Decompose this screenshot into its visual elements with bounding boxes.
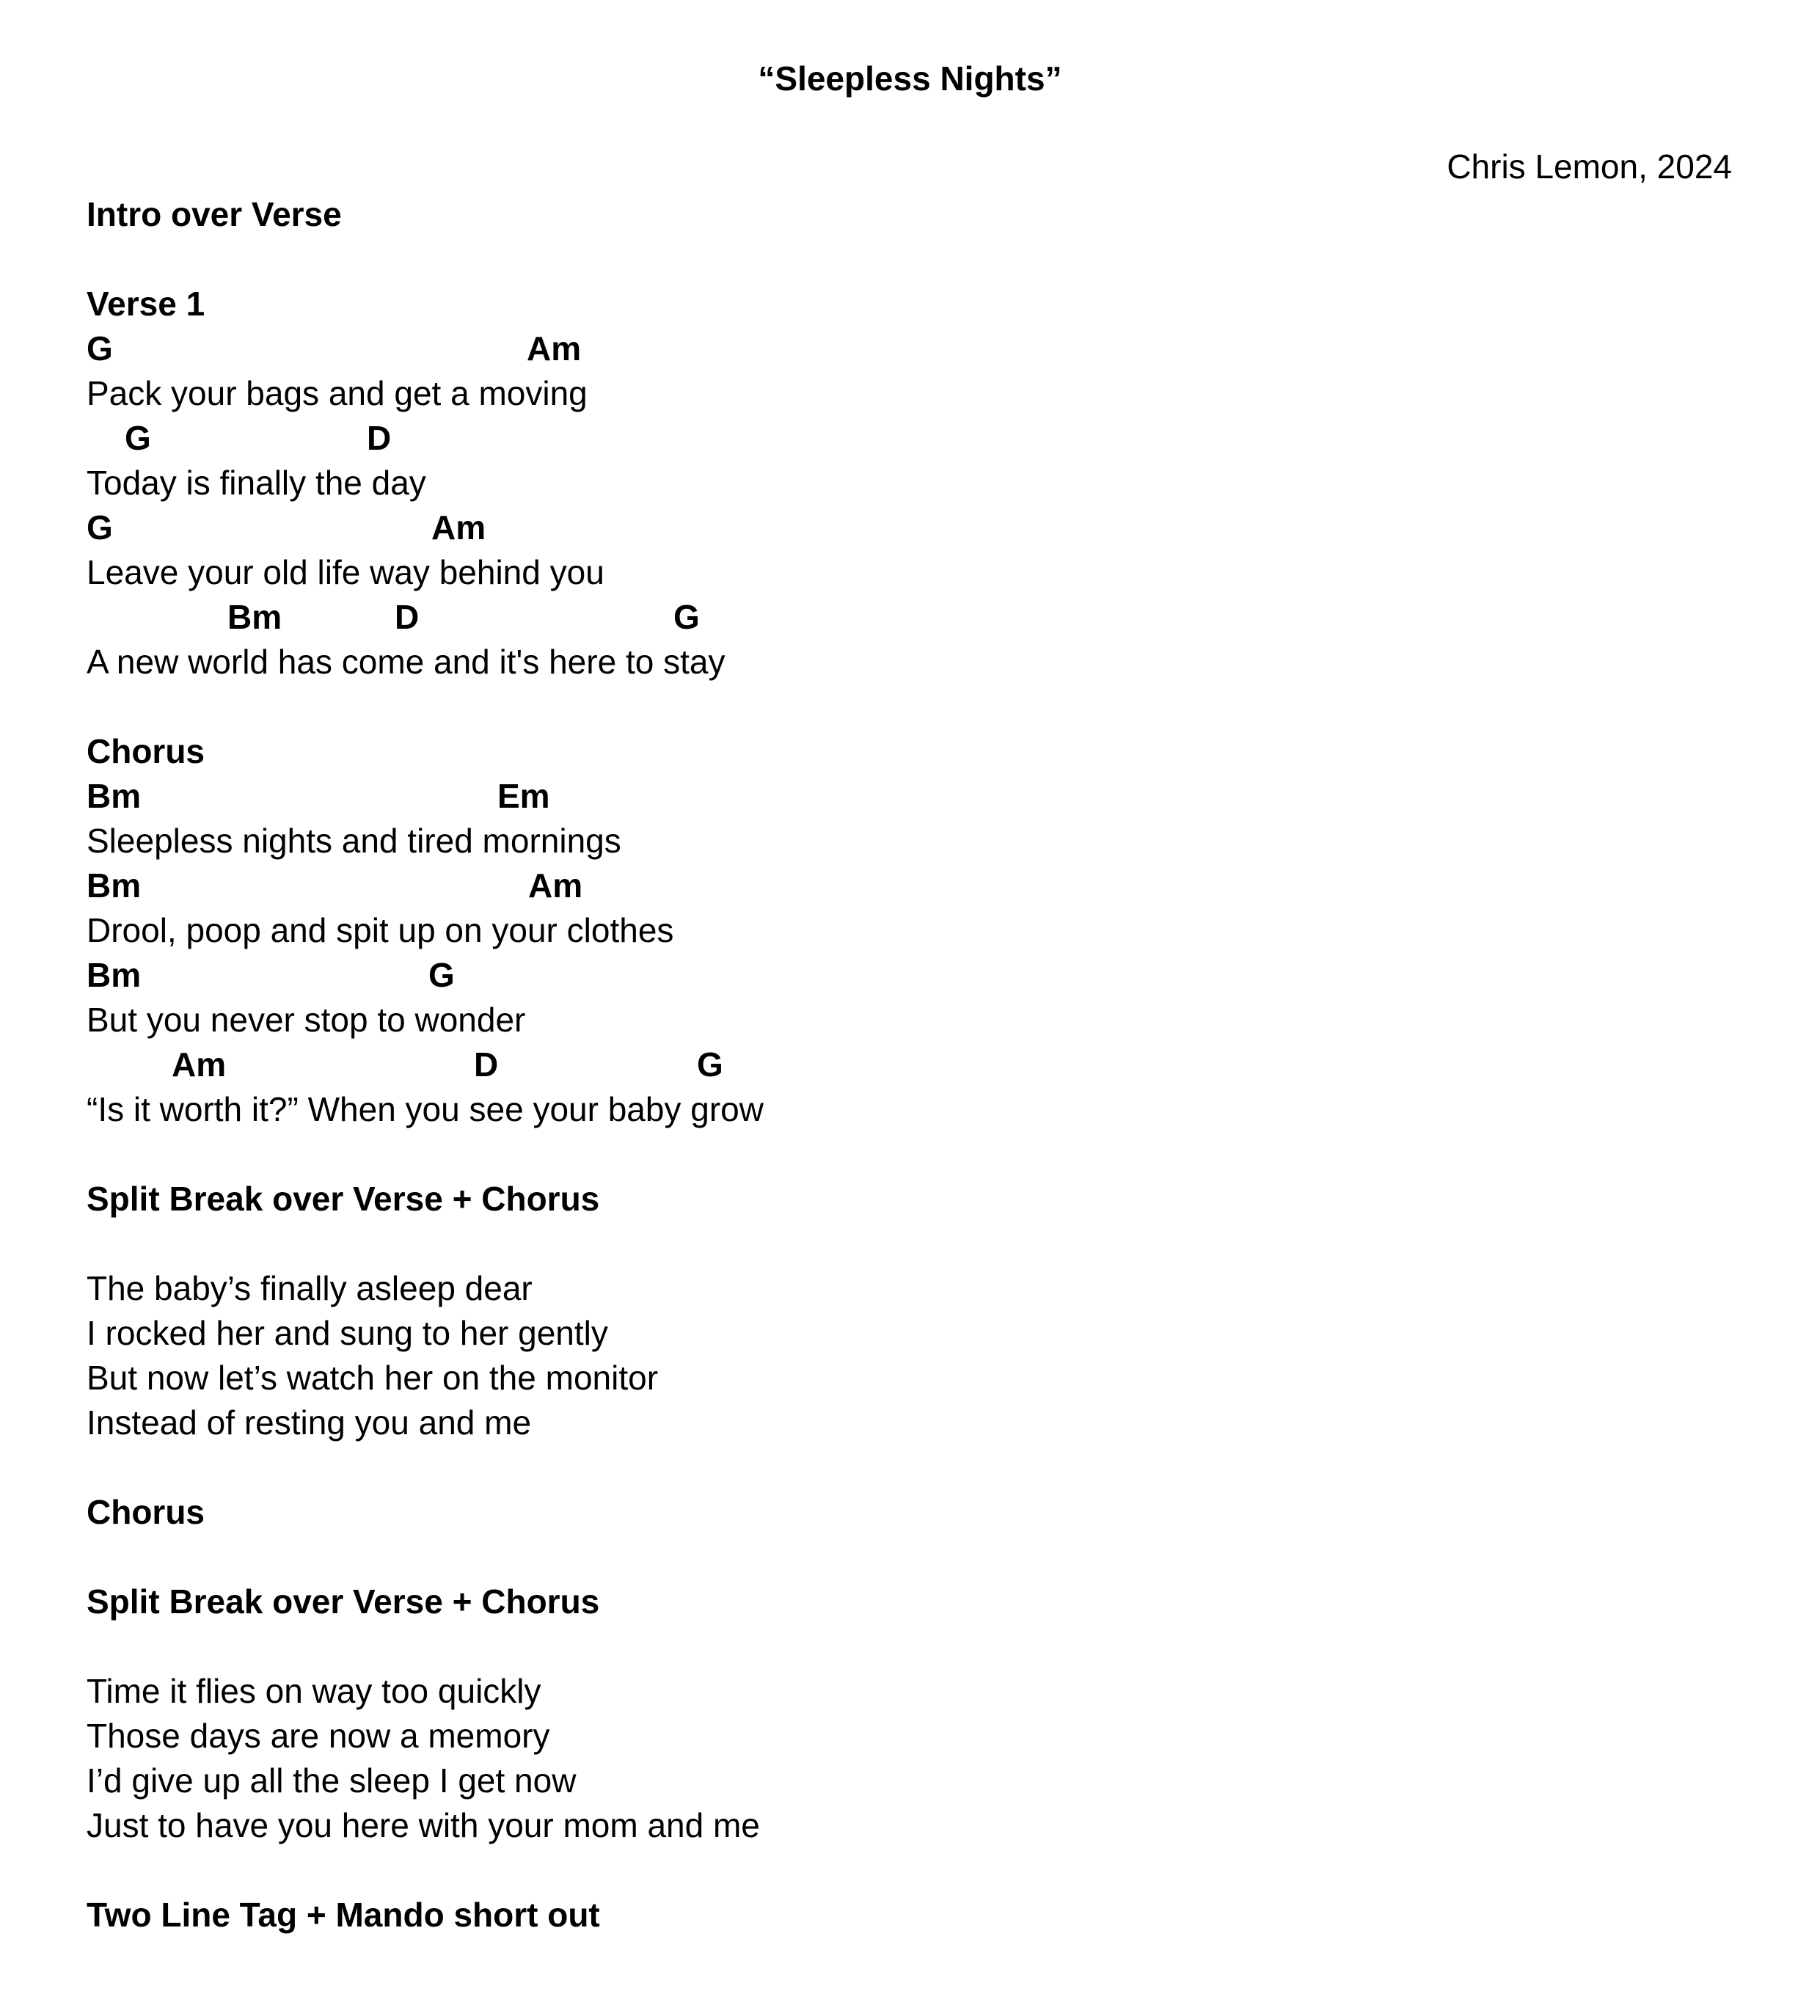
lyric-line: But you never stop to wonder <box>87 1001 526 1039</box>
section-header: Split Break over Verse + Chorus <box>87 1180 600 1218</box>
chord: G <box>697 1045 723 1084</box>
chord-line <box>87 595 1774 640</box>
chord-line <box>87 416 1774 461</box>
lyric-line: Sleepless nights and tired mornings <box>87 822 621 860</box>
section-header: Intro over Verse <box>87 195 342 233</box>
blank-line <box>87 1848 1774 1893</box>
blank-line <box>87 1221 1774 1266</box>
chord-line <box>87 863 1774 908</box>
lyric-line: Just to have you here with your mom and me <box>87 1806 760 1844</box>
chord: Am <box>527 329 582 368</box>
lyric-line: I rocked her and sung to her gently <box>87 1314 608 1352</box>
blank-line <box>87 1445 1774 1490</box>
chord-line <box>87 505 1774 550</box>
chord: Bm <box>87 777 142 815</box>
chord: Bm <box>227 598 282 636</box>
chord: Am <box>431 508 486 547</box>
chord-line <box>87 953 1774 998</box>
section-header: Two Line Tag + Mando short out <box>87 1896 600 1934</box>
lyric-line: Leave your old life way behind you <box>87 553 604 591</box>
lyric-line: But now let’s watch her on the monitor <box>87 1359 659 1397</box>
blank-line <box>87 237 1774 282</box>
lyric-line: Drool, poop and spit up on your clothes <box>87 911 674 949</box>
lyric-line: Pack your bags and get a moving <box>87 374 588 412</box>
section-header: Chorus <box>87 732 205 770</box>
lyric-line: Those days are now a memory <box>87 1717 550 1755</box>
section-header: Split Break over Verse + Chorus <box>87 1582 600 1621</box>
lyric-line: “Is it worth it?” When you see your baby grow <box>87 1090 764 1128</box>
chord-line <box>87 1042 1774 1087</box>
blank-line <box>87 684 1774 729</box>
chord-line <box>87 326 1774 371</box>
blank-line <box>87 1624 1774 1669</box>
section-header: Chorus <box>87 1493 205 1531</box>
chord: Bm <box>87 956 142 994</box>
song-title: “Sleepless Nights” <box>758 59 1062 98</box>
author-credit: Chris Lemon, 2024 <box>1447 147 1732 186</box>
song-sheet <box>87 192 1774 1938</box>
lyric-line: Instead of resting you and me <box>87 1403 532 1442</box>
lyric-line: A new world has come and it's here to stay <box>87 643 726 681</box>
chord: D <box>367 419 392 457</box>
chord: Em <box>497 777 550 815</box>
lyric-line: Today is finally the day <box>87 464 426 502</box>
chord-line <box>87 774 1774 819</box>
lyric-line: Time it flies on way too quickly <box>87 1672 541 1710</box>
lyric-line: I’d give up all the sleep I get now <box>87 1761 577 1800</box>
blank-line <box>87 1535 1774 1579</box>
chord: Bm <box>87 866 142 905</box>
chord: G <box>87 508 113 547</box>
chord: G <box>673 598 700 636</box>
chord: Am <box>528 866 583 905</box>
chord: G <box>125 419 151 457</box>
chord: G <box>87 329 113 368</box>
section-header: Verse 1 <box>87 285 205 323</box>
blank-line <box>87 1132 1774 1177</box>
chord: D <box>474 1045 499 1084</box>
chord: D <box>395 598 420 636</box>
lyric-line: The baby’s finally asleep dear <box>87 1269 533 1307</box>
chord: G <box>428 956 455 994</box>
chord: Am <box>172 1045 227 1084</box>
